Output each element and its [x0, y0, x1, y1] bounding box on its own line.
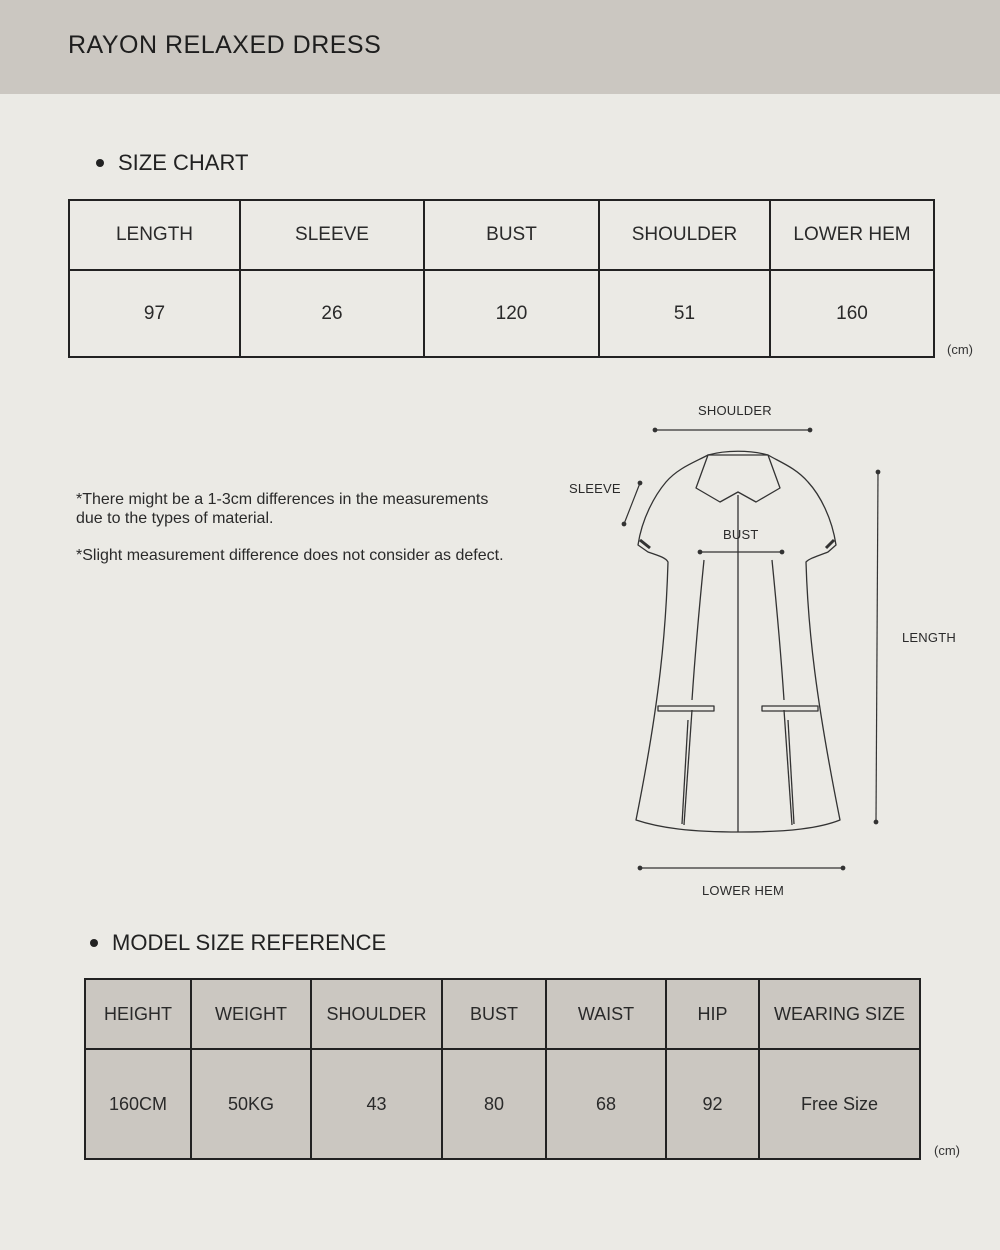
- column-header: LENGTH: [69, 200, 240, 270]
- dress-diagram: [600, 400, 900, 880]
- table-cell: 97: [69, 270, 240, 357]
- column-header: SHOULDER: [599, 200, 770, 270]
- length-arrow: [876, 472, 878, 822]
- table-header-row: [69, 200, 934, 270]
- column-header: BUST: [442, 979, 546, 1049]
- pocket-flap: [762, 706, 818, 711]
- size-chart-unit: (cm): [947, 342, 973, 357]
- column-header: BUST: [424, 200, 599, 270]
- model-size-heading: [90, 930, 386, 956]
- header-band: [0, 0, 1000, 94]
- table-row: [85, 1049, 920, 1159]
- seam-line: [772, 560, 784, 700]
- collar-shape: [696, 451, 780, 502]
- seam-line: [692, 560, 704, 700]
- column-header: WAIST: [546, 979, 666, 1049]
- pocket-flap: [658, 706, 714, 711]
- table-cell: 50KG: [191, 1049, 311, 1159]
- column-header: SHOULDER: [311, 979, 442, 1049]
- table-cell: Free Size: [759, 1049, 920, 1159]
- column-header: HEIGHT: [85, 979, 191, 1049]
- table-cell: 43: [311, 1049, 442, 1159]
- table-cell: 160CM: [85, 1049, 191, 1159]
- bullet-icon: [90, 939, 98, 947]
- sleeve-label: SLEEVE: [569, 481, 621, 496]
- model-size-table: [84, 978, 921, 1160]
- table-row: [69, 270, 934, 357]
- sleeve-arrow: [624, 483, 640, 524]
- note-text: *There might be a 1-3cm differences in the measurements due to the types of material.: [76, 491, 489, 527]
- size-chart-table: [68, 199, 935, 358]
- column-header: WEARING SIZE: [759, 979, 920, 1049]
- column-header: HIP: [666, 979, 759, 1049]
- table-cell: 92: [666, 1049, 759, 1159]
- table-cell: 120: [424, 270, 599, 357]
- table-cell: 80: [442, 1049, 546, 1159]
- table-header-row: [85, 979, 920, 1049]
- table-cell: 68: [546, 1049, 666, 1159]
- page-title: RAYON RELAXED DRESS: [68, 31, 382, 59]
- table-cell: 51: [599, 270, 770, 357]
- length-label: LENGTH: [902, 630, 956, 645]
- sleeve-band: [826, 540, 834, 548]
- size-chart-heading: [96, 150, 248, 176]
- table-cell: 26: [240, 270, 424, 357]
- table-cell: 160: [770, 270, 934, 357]
- column-header: SLEEVE: [240, 200, 424, 270]
- column-header: LOWER HEM: [770, 200, 934, 270]
- bullet-icon: [96, 159, 104, 167]
- shoulder-label: SHOULDER: [698, 403, 772, 418]
- model-size-unit: (cm): [934, 1143, 960, 1158]
- lower-hem-label: LOWER HEM: [702, 883, 784, 898]
- measurement-notes: [76, 490, 506, 583]
- size-chart-heading-text: SIZE CHART: [118, 150, 249, 175]
- model-size-heading-text: MODEL SIZE REFERENCE: [112, 930, 387, 955]
- column-header: WEIGHT: [191, 979, 311, 1049]
- bust-label: BUST: [723, 527, 759, 542]
- note-text: *Slight measurement difference does not consider as defect.: [76, 547, 504, 564]
